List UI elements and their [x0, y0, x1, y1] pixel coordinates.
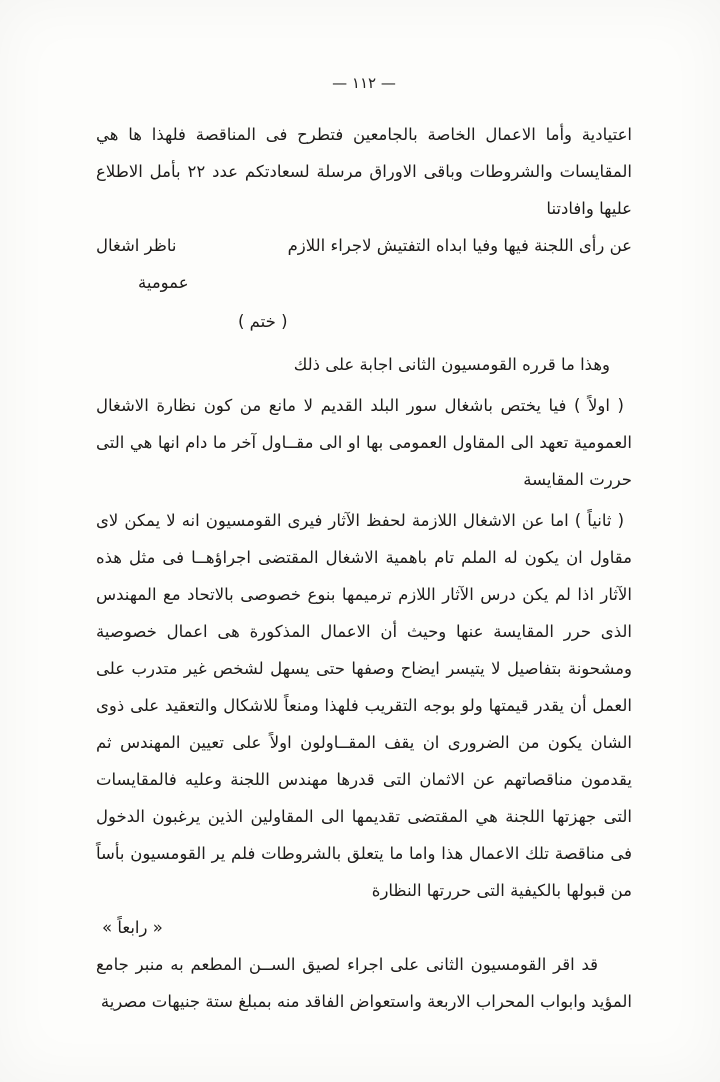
- clause-second: ( ثانياً ) اما عن الاشغال اللازمة لحفظ الآثار فيرى القومسيون انه لا يمكن لاى مقاول ان يكون له الملم تام باهمية الاشغال المقتضى اجراؤهــا فى مثل هذه الآثار اذا لم يكن درس الآثار اللازم ترميمها بنوع خصوصى بالاتحاد مع المهندس الذى حرر المقايسة عنها وحيث أن الاعمال المذكورة هى اعمال خصوصية ومشحونة بتفاصيل لا يتيسر ايضاح وصفها حتى يسهل لشخص غير متدرب على العمل أن يقدر قيمتها ولو بوجه التقريب فلهذا ومنعاً للاشكال والتعقيد على ذوى الشان يكون من الضرورى ان يقف المقــاولون اولاً على تعيين المهندس ثم يقدمون مناقصاتهم عن الاثمان التى قدرها مهندس اللجنة وعليه فالمقايسات التى جهزتها اللجنة هي المقتضى تقديمها الى المقاولين الذين يرغبون الدخول فى مناقصة تلك الاعمال هذا واما ما يتعلق بالشروطات فلم ير القومسيون بأساً من قبولها بالكيفية التى حررتها النظارة: [96, 511, 632, 900]
- decision-intro: وهذا ما قرره القومسيون الثانى اجابة على ذلك: [293, 355, 610, 374]
- clause-first: ( اولاً ) فيا يختص باشغال سور البلد القديم لا مانع من كون نظارة الاشغال العمومية تعهد الى المقاول العمومى بها او الى مقــاول آخر ما دام انها هي التى حررت المقايسة: [96, 396, 632, 489]
- clause-fourth-marker: « رابعاً »: [102, 918, 163, 937]
- page-number: — ١١٢ —: [332, 74, 396, 92]
- clause-fourth-body: قد اقر القومسيون الثانى على اجراء لصيق الســن المطعم به منبر جامع المؤيد وابواب المحراب الاربعة واستعواض الفاقد منه بمبلغ ستة جنيهات مصرية: [96, 955, 632, 1011]
- signature-row: [96, 227, 632, 264]
- page-text-block: [96, 74, 632, 1020]
- paragraph-intro: اعتيادية وأما الاعمال الخاصة بالجامعين فتطرح فى المناقصة فلهذا ها هي المقايسات والشروطات وباقى الاوراق مرسلة لسعادتكم عدد ٢٢ بأمل الاطلاع عليها وافادتنا: [96, 125, 633, 218]
- signature-title-2: عمومية: [138, 273, 189, 292]
- seal-mark: ( ختم ): [238, 312, 288, 331]
- paragraph-intro-last-line: عن رأى اللجنة فيها وفيا ابداه التفتيش لاجراء اللازم: [287, 236, 632, 255]
- signature-title: ناظر اشغال: [96, 236, 177, 255]
